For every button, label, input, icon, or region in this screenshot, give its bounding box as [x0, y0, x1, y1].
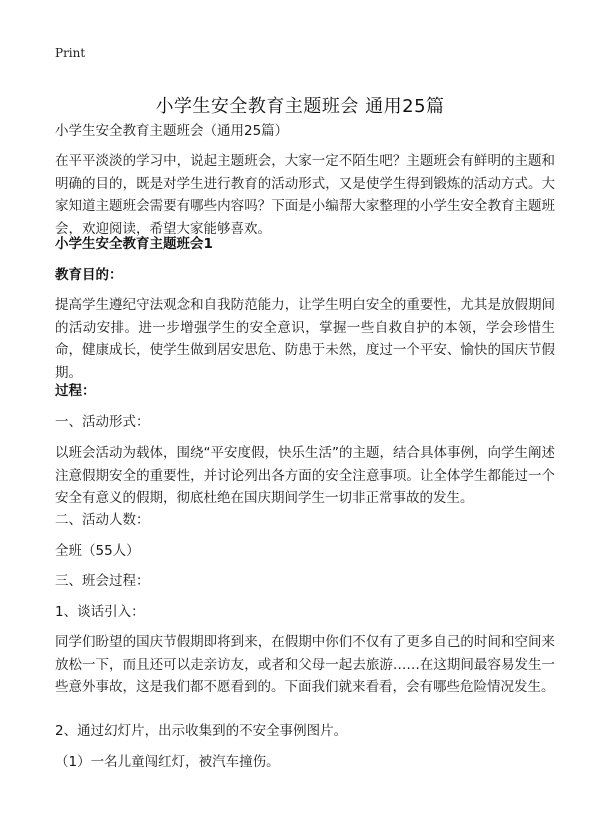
participants-heading: 二、活动人数： — [55, 512, 150, 528]
class-process-heading: 三、班会过程： — [55, 573, 150, 589]
process-heading: 过程： — [55, 383, 96, 399]
goal-paragraph: 提高学生遵纪守法观念和自我防范能力，让学生明白安全的重要性，尤其是放假期间的活动安排。进一步增强学生的安全意识，掌握一些自救自护的本领，学会珍惜生命，健康成长，使学生做到居安思危、防患于未然，度过一个平安、愉快的国庆节假期。 — [55, 297, 555, 381]
step-slides-heading: 2、通过幻灯片，出示收集到的不安全事例图片。 — [55, 723, 348, 739]
intro-paragraph: 在平平淡淡的学习中，说起主题班会，大家一定不陌生吧？主题班会有鲜明的主题和明确的目的，既是对学生进行教育的活动形式，又是使学生得到锻炼的活动方式。大家知道主题班会需要有哪些内容吗？下面是小编帮大家整理的小学生安全教育主题班会，欢迎阅读，希望大家能够喜欢。 — [55, 153, 555, 237]
document-subtitle: 小学生安全教育主题班会（通用25篇） — [55, 123, 289, 139]
step-intro-paragraph: 同学们盼望的国庆节假期即将到来，在假期中你们不仅有了更多自己的时间和空间来放松一下，而且还可以走亲访友，或者和父母一起去旅游……在这期间最容易发生一些意外事故，这是我们都不愿看到的。下面我们就来看看，会有哪些危险情况发生。 — [55, 634, 555, 695]
case-one-text: （1）一名儿童闯红灯，被汽车撞伤。 — [55, 754, 280, 770]
document-title: 小学生安全教育主题班会 通用25篇 — [155, 96, 445, 118]
activity-form-heading: 一、活动形式： — [55, 414, 150, 430]
participants-text: 全班（55人） — [55, 543, 140, 559]
step-intro-heading: 1、谈话引入： — [55, 604, 145, 620]
activity-form-paragraph: 以班会活动为载体，围绕“平安度假，快乐生活”的主题，结合具体事例，向学生阐述注意假期安全的重要性，并讨论列出各方面的安全注意事项。让全体学生都能过一个安全有意义的假期，彻底杜绝在国庆期间学生一切非正常事故的发生。 — [55, 445, 555, 506]
section-title: 小学生安全教育主题班会1 — [55, 236, 213, 252]
print-label: Print — [55, 46, 86, 60]
goal-heading: 教育目的： — [55, 267, 123, 283]
